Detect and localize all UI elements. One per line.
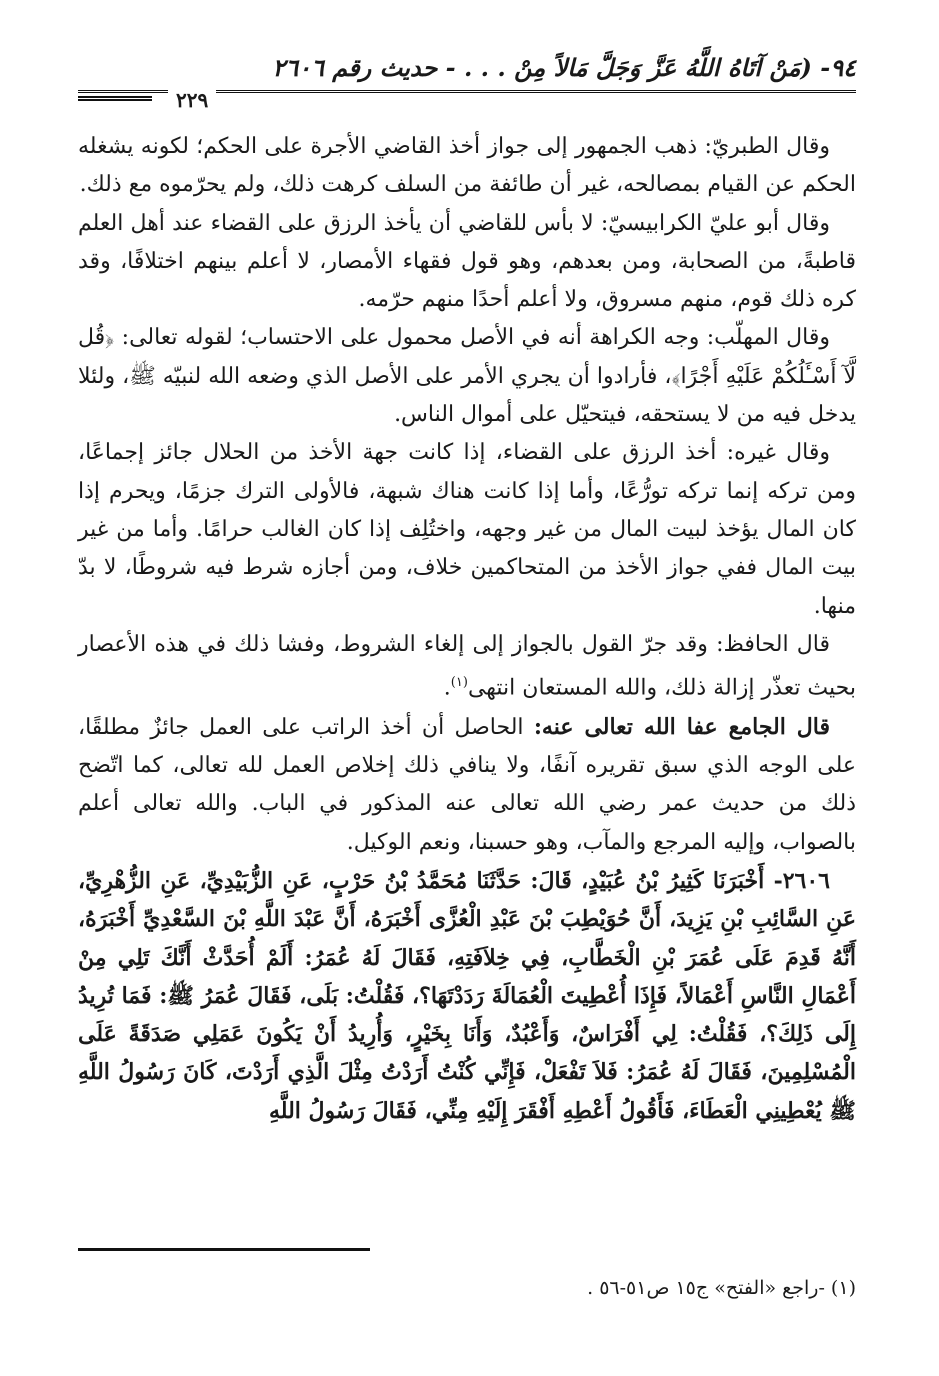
paragraph-others: وقال غيره: أخذ الرزق على القضاء، إذا كانت جهة الأخذ من الحلال جائز إجماعًا، ومن تركه إنما تركه تورُّعًا، وأما إذا كانت هناك شبهة، فالأولى الترك جزمًا، ويحرم إذا كان المال يؤخذ لبيت المال من غير وجهه، واختُلِف إذا كان الغالب حرامًا. وأما من غير بيت المال ففي جواز الأخذ من المتحاكمين خلاف، ومن أجازه شرط فيه شروطًا، لا بدّ منها. <box>78 440 856 619</box>
page-number-rule <box>78 96 152 101</box>
hadith-text: ٢٦٠٦- أَخْبَرَنَا كَثِيرُ بْنُ عُبَيْدٍ، قَالَ: حَدَّثَنَا مُحَمَّدُ بْنُ حَرْبٍ، عَنِ الزُّبَيْدِيِّ، عَنِ الزُّهْرِيِّ، عَنِ السَّائِبِ بْنِ يَزِيدَ، أَنَّ حُوَيْطِبَ بْنَ عَبْدِ الْعُزَّى أَخْبَرَهُ، أَنَّ عَبْدَ اللَّهِ بْنَ السَّعْدِيِّ أَخْبَرَهُ، أَنَّهُ قَدِمَ عَلَى عُمَرَ بْنِ الْخَطَّابِ، فِي خِلاَفَتِهِ، فَقَالَ لَهُ عُمَرُ: أَلَمْ أُحَدَّثْ أَنَّكَ تَلِي مِنْ أَعْمَالِ النَّاسِ أَعْمَالاً، فَإِذَا أُعْطِيتَ الْعُمَالَةَ رَدَدْتَهَا؟، فَقُلْتُ: بَلَى، فَقَالَ عُمَرُ ﷺ: فَمَا تُرِيدُ إِلَى ذَلِكَ؟، فَقُلْتُ: لِي أَفْرَاسٌ، وَأَعْبُدٌ، وَأَنَا بِخَيْرٍ، وَأُرِيدُ أَنْ يَكُونَ عَمَلِي صَدَقَةً عَلَى الْمُسْلِمِينَ، فَقَالَ لَهُ عُمَرُ: فَلاَ تَفْعَلْ، فَإِنِّي كُنْتُ أَرَدْتُ مِثْلَ الَّذِي أَرَدْتَ، كَانَ رَسُولُ اللَّهِ ﷺ يُعْطِينِي الْعَطَاءَ، فَأَقُولُ أَعْطِهِ أَفْقَرَ إِلَيْهِ مِنِّي، فَقَالَ رَسُولُ اللَّهِ <box>78 867 856 1124</box>
footnote-rule <box>78 1248 370 1251</box>
paragraph-jami <box>78 708 856 862</box>
footnote: (١) -راجع «الفتح» ج١٥ ص٥١-٥٦ . <box>587 1277 856 1299</box>
page-number: ٢٢٩ <box>168 88 216 112</box>
paragraph-tabari: وقال الطبريّ: ذهب الجمهور إلى جواز أخذ القاضي الأجرة على الحكم؛ لكونه يشغله الحكم عن القيام بمصالحه، غير أن طائفة من السلف كرهت ذلك، ولم يحرّموه مع ذلك. <box>78 134 856 198</box>
paragraph-hafiz-text: قال الحافظ: وقد جرّ القول بالجواز إلى إلغاء الشروط، وفشا ذلك في هذه الأعصار بحيث تعذّر إزالة ذلك، والله المستعان انتهى <box>78 631 856 701</box>
page <box>78 40 856 112</box>
paragraph-hafiz-tail: . <box>443 675 451 701</box>
page-header <box>78 40 856 112</box>
paragraph-muhallab: وقال المهلّب: وجه الكراهة أنه في الأصل محمول على الاحتساب؛ لقوله تعالى: ﴿قُل لَّآ أَسْـَٔلُكُمْ عَلَيْهِ أَجْرًا﴾، فأرادوا أن يجري الأمر على الأصل الذي وضعه الله لنبيّه ﷺ، ولئلا يدخل فيه من لا يستحقه، فيتحيّل على أموال الناس. <box>78 325 856 428</box>
jami-text: الحاصل أن أخذ الراتب على العمل جائزٌ مطلقًا، على الوجه الذي سبق تقريره آنفًا، ولا ينافي ذلك إخلاص العمل لله تعالى، كما اتّضح ذلك من حديث عمر رضي الله تعالى عنه المذكور في الباب. والله تعالى أعلم بالصواب، وإليه المرجع والمآب، وهو حسبنا، ونعم الوكيل. <box>78 714 856 855</box>
body-text <box>78 128 856 1130</box>
paragraph-hafiz <box>78 626 856 708</box>
paragraph-karabisi: وقال أبو عليّ الكرابيسيّ: لا بأس للقاضي أن يأخذ الرزق على القضاء عند أهل العلم قاطبةً، من الصحابة، ومن بعدهم، وهو قول فقهاء الأمصار، لا أعلم بينهم اختلافًا، وقد كره ذلك قوم، منهم مسروق، ولا أعلم أحدًا منهم حرّمه. <box>78 210 856 313</box>
running-title: ٩٤- (مَنْ آتَاهُ اللَّهُ عَزَّ وَجَلَّ مَالاً مِنْ . . . - حديث رقم ٢٦٠٦ <box>272 53 856 82</box>
footnote-reference: (١) <box>450 675 468 691</box>
jami-lead: قال الجامع عفا الله تعالى عنه: <box>533 713 830 740</box>
